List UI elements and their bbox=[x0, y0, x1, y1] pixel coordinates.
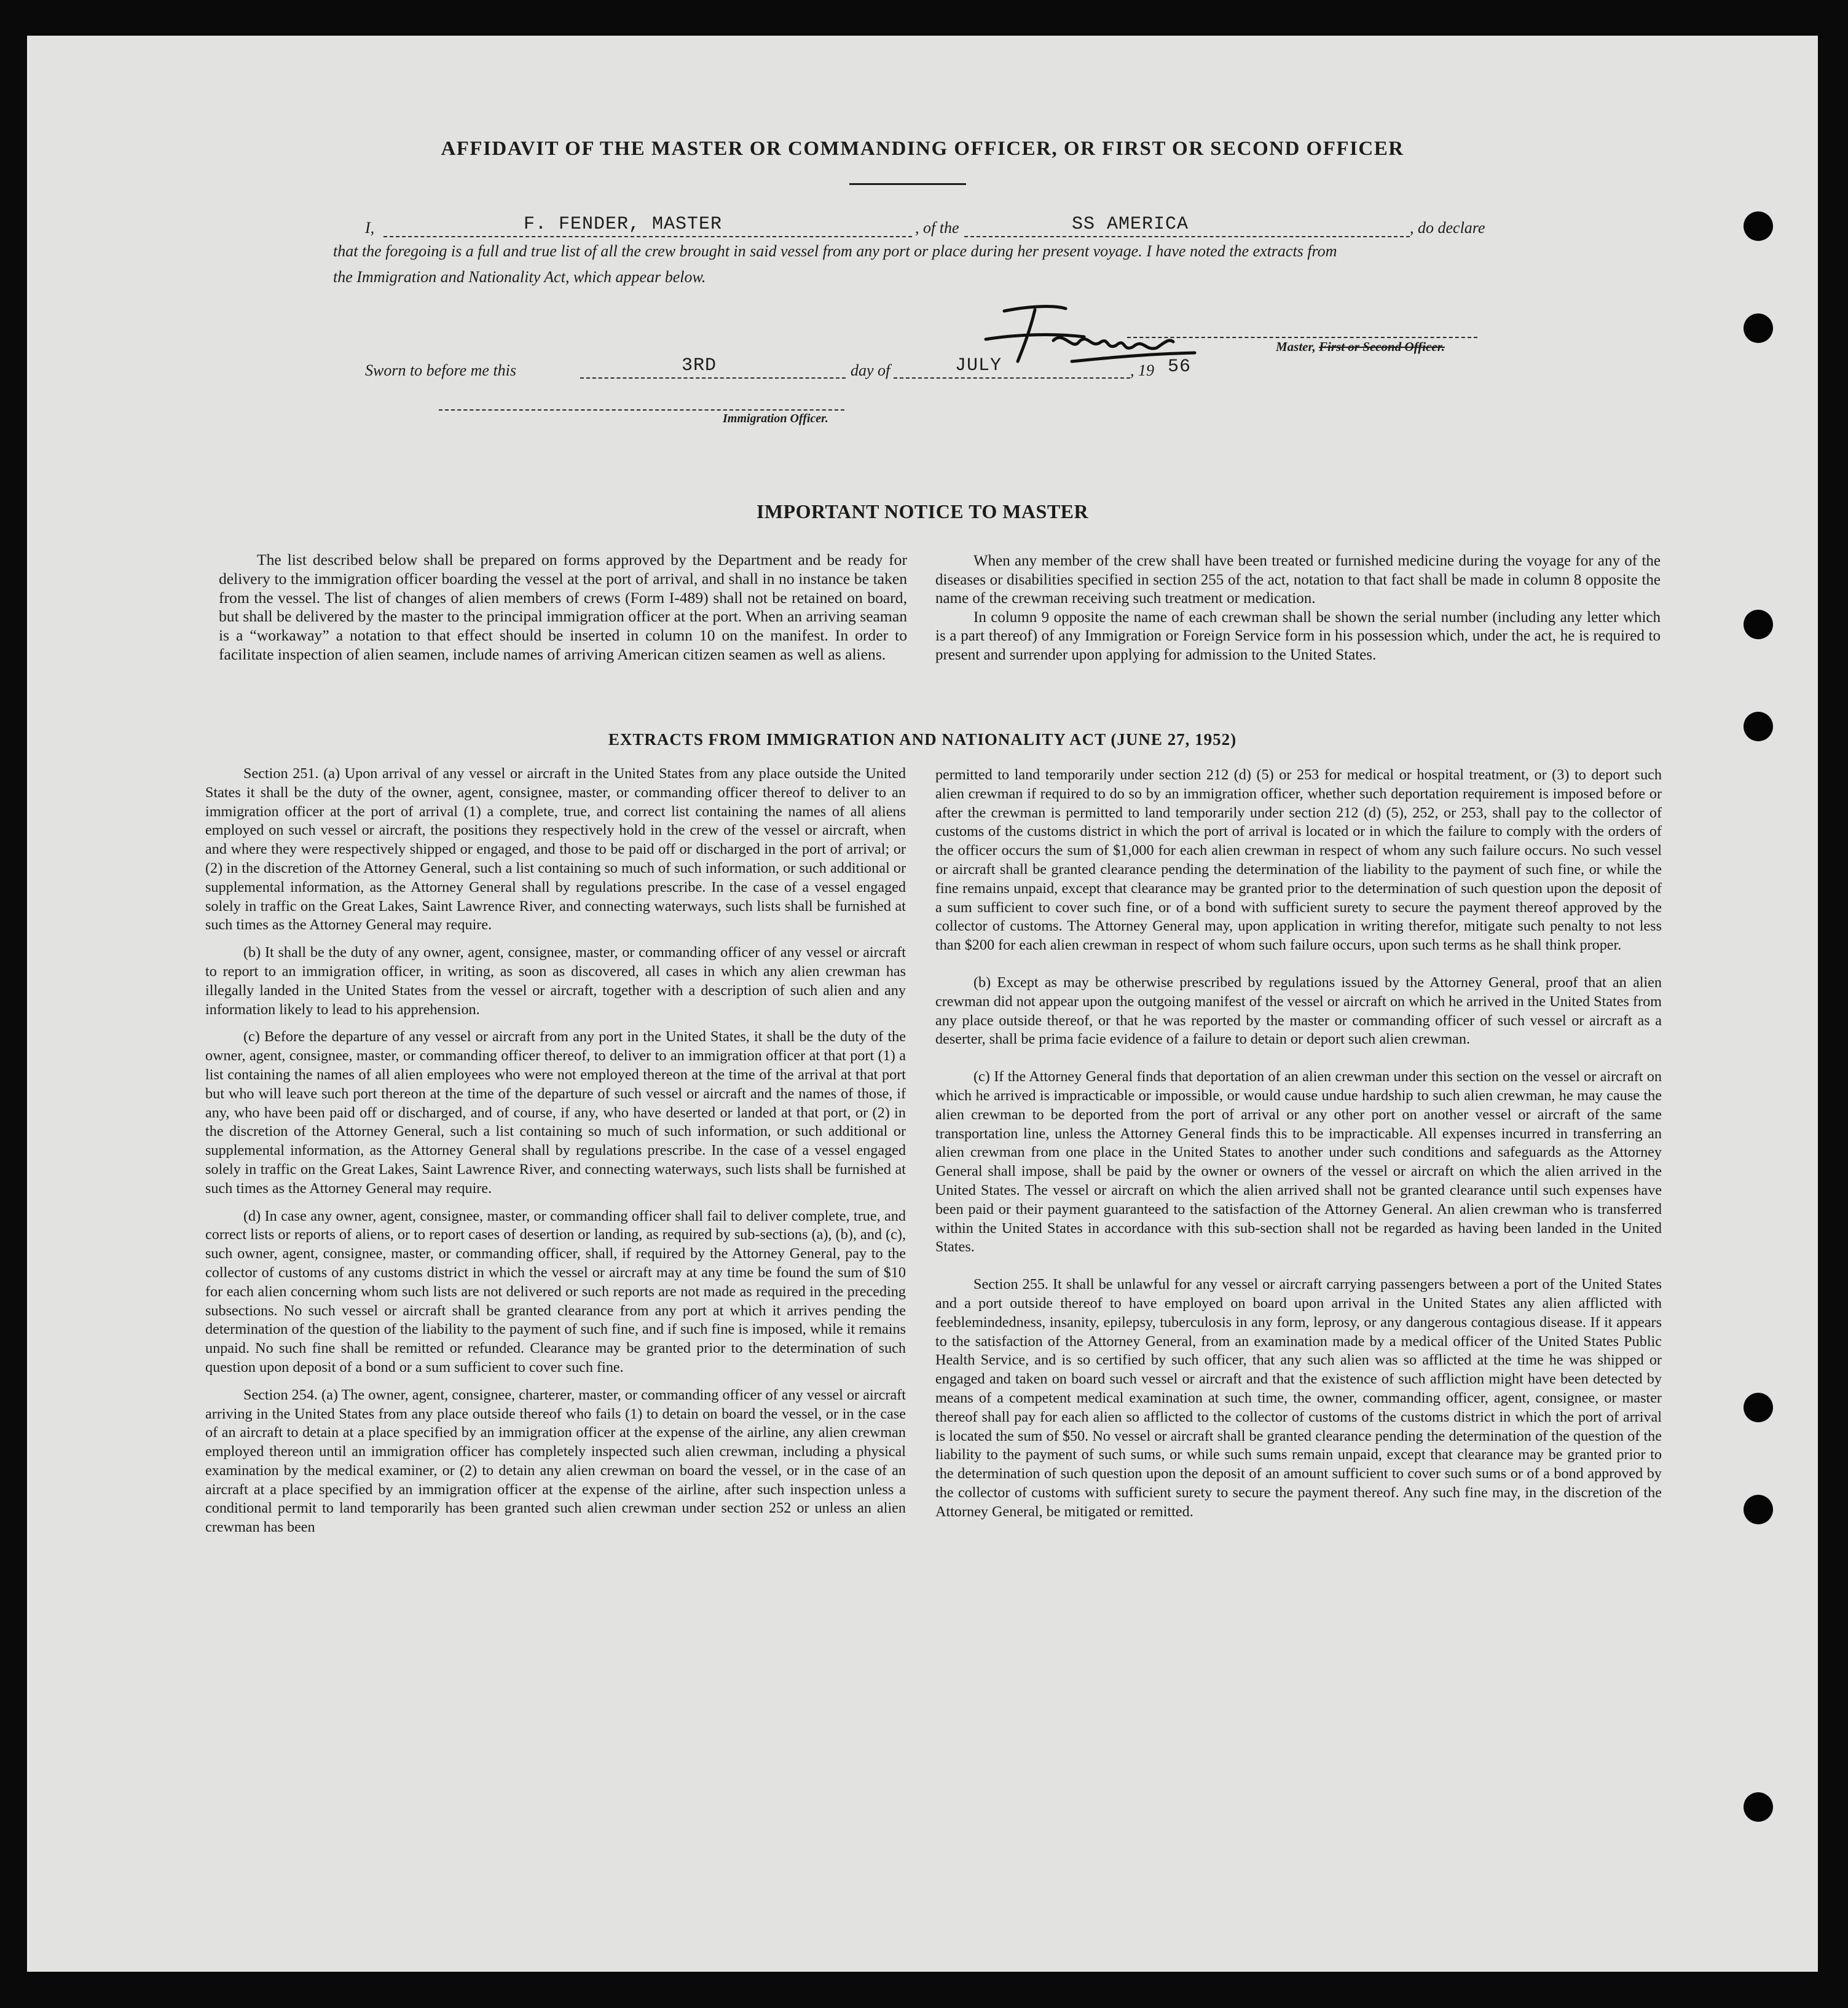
sworn-prefix: Sworn to before me this bbox=[365, 361, 517, 379]
i-prefix: I, bbox=[365, 219, 375, 237]
section-254-a: Section 254. (a) The owner, agent, consignee, charterer, master, or commanding officer of any vessel or aircraft arriving in the United States from any place outside thereof who fails (1) to detain on board the vessel, or in the case of an aircraft to detain at a place specified by an immigration officer at the expense of the airline, any alien crewman employed thereon until an immigration officer has completely inspected such alien crewman, including a physical examination by the medical examiner, or (2) to detain any alien crewman on board the vessel, or in the case of an aircraft at a place specified by an immigration officer at the expense of the airline, after such inspection unless a conditional permit to land temporarily has been granted such alien crewman under section 252 or unless an alien crewman has been bbox=[205, 1386, 906, 1536]
sworn-year: 56 bbox=[1168, 356, 1192, 377]
year-prefix: , 19 bbox=[1130, 361, 1154, 379]
day-of-text: day of bbox=[851, 361, 891, 379]
month-field bbox=[894, 355, 1130, 379]
extracts-left-column bbox=[205, 765, 906, 1537]
punch-hole bbox=[1744, 211, 1773, 241]
extracts-right-column bbox=[935, 766, 1662, 1521]
document-page bbox=[27, 36, 1818, 1972]
signature-label bbox=[1276, 339, 1445, 355]
affidavit-title: AFFIDAVIT OF THE MASTER OR COMMANDING OFFICER, OR FIRST OR SECOND OFFICER bbox=[441, 138, 1404, 160]
notice-title: IMPORTANT NOTICE TO MASTER bbox=[756, 500, 1089, 522]
declaration-line-1: that the foregoing is a full and true list of all the crew brought in said vessel from any port or place during her present voyage. I have noted the extracts from bbox=[333, 242, 1337, 260]
declarant-name: F. FENDER, MASTER bbox=[524, 214, 723, 235]
section-251-a: Section 251. (a) Upon arrival of any vessel or aircraft in the United States from any place outside the United States it shall be the duty of the owner, agent, consignee, master, or commanding officer thereof to deliver to an immigration officer at the port of arrival (1) a complete, true, and correct list containing the names of all aliens employed on such vessel or aircraft, the positions they respectively hold in the crew of the vessel or aircraft, when and where they were respectively shipped or engaged, and those to be paid off or discharged in the port of arrival; or (2) in the discretion of the Attorney General, such a list containing so much of such information, or such additional or supplemental information, as the Attorney General shall by regulations prescribe. In the case of a vessel engaged solely in traffic on the Great Lakes, Saint Lawrence River, and connecting waterways, such lists shall be furnished at such times as the Attorney General may require. bbox=[205, 765, 906, 934]
punch-hole bbox=[1744, 313, 1773, 343]
notice-left-column bbox=[219, 551, 907, 664]
section-251-b: (b) It shall be the duty of any owner, agent, consignee, master, or commanding officer of any vessel or aircraft to report to an immigration officer, in writing, as soon as discovered, all cases in which any alien crewman has illegally landed in the United States from the vessel or aircraft, together with a description of such alien and any information likely to lead to his apprehension. bbox=[205, 944, 906, 1018]
signature-label-master: Master, bbox=[1276, 339, 1316, 354]
sworn-line bbox=[365, 355, 1195, 382]
section-254-b: (b) Except as may be otherwise prescribed by regulations issued by the Attorney General, proof that an alien crewman did not appear upon the outgoing manifest of the vessel or aircraft on which he arrived in the United States from any place outside thereof, or that he was reported by the master or commanding officer of such vessel or aircraft as a deserter, shall be prima facie evidence of a failure to detain or deport such alien crewman. bbox=[935, 974, 1662, 1048]
signature-line bbox=[1127, 336, 1477, 338]
signature-label-struck: First or Second Officer. bbox=[1319, 339, 1445, 354]
notice-left-paragraph: The list described below shall be prepared on forms approved by the Department and be ready for delivery to the immigration officer boarding the vessel at the port of arrival, and shall in no instance be taken from the vessel. The list of changes of alien members of crews (Form I-489) shall not be retained on board, but shall be delivered by the master to the principal immigration officer at the port. When an arriving seaman is a “workaway” a notation to that effect should be inserted in column 10 on the manifest. In order to facilitate inspection of alien seamen, include names of arriving American citizen seamen as well as aliens. bbox=[219, 551, 907, 663]
section-255: Section 255. It shall be unlawful for any vessel or aircraft carrying passengers between a port of the United States and a port outside thereof to have employed on board upon arrival in the United States any alien afflicted with feeblemindedness, insanity, epilepsy, tuberculosis in any form, leprosy, or any dangerous contagious disease. If it appears to the satisfaction of the Attorney General, from an examination made by a medical officer of the United States Public Health Service, and is so certified by such officer, that any such alien was so afflicted at the time he was shipped or engaged and taken on board such vessel or aircraft and that the existence of such affliction might have been detected by means of a competent medical examination at such time, the owner, commanding officer, agent, consignee, or master thereof shall pay for each alien so afflicted to the collector of customs of the customs district in which the port of arrival is located the sum of $50. No vessel or aircraft shall be granted clearance pending the determination of the question of the liability to the payment of such sums, or while such sums remain unpaid, except that clearance may be granted prior to the determination of such question upon the deposit of an amount sufficient to cover such sums or of a bond approved by the collector of customs with sufficient surety to secure the payment thereof. Any such fine may, in the discretion of the Attorney General, be mitigated or remitted. bbox=[935, 1276, 1662, 1520]
section-251-c: (c) Before the departure of any vessel or aircraft from any port in the United States, it shall be the duty of the owner, agent, consignee, master, or commanding officer thereof, to deliver to an immigration officer at that port (1) a list containing the names of all alien employees who were not employed thereon at the time of the arrival at that port but who will leave such port thereon at the time of the departure of such vessel or aircraft and the names of those, if any, who have been paid off or discharged, and of course, if any, who have deserted or landed at that port, or (2) in the discretion of the Attorney General, such a list containing so much of such information, or such additional or supplemental information, as the Attorney General shall by regulations prescribe. In the case of a vessel engaged solely in traffic on the Great Lakes, Saint Lawrence River, and connecting waterways, such lists shall be furnished at such times as the Attorney General may require. bbox=[205, 1028, 906, 1197]
vessel-name: SS AMERICA bbox=[1072, 214, 1189, 235]
title-rule bbox=[849, 183, 966, 185]
notice-right-paragraph-1: When any member of the crew shall have been treated or furnished medicine during the voyage for any of the diseases or disabilities specified in section 255 of the act, notation to that fact shall be made in column 8 opposite the name of the crewman receiving such treatment or medication. bbox=[935, 553, 1661, 607]
punch-hole bbox=[1744, 1495, 1773, 1524]
punch-hole bbox=[1744, 1792, 1773, 1822]
do-declare-text: , do declare bbox=[1410, 219, 1485, 237]
sworn-day: 3RD bbox=[682, 355, 717, 376]
of-the-text: , of the bbox=[915, 219, 959, 237]
section-251-d: (d) In case any owner, agent, consignee, master, or commanding officer shall fail to deliver complete, true, and correct lists or reports of aliens, or to report cases of desertion or landing, as required by sub-sections (a), (b), and (c), such owner, agent, consignee, master, or commanding officer, shall, if required by the Attorney General, pay to the collector of customs of any customs district in which the vessel or aircraft may at any time be found the sum of $10 for each alien concerning whom such lists are not delivered or such reports are not made as required in the preceding subsections. No such vessel or aircraft shall be granted clearance from any port at which it arrives pending the determination of the question of the liability to the payment of such fine, and if such fine is imposed, while it remains unpaid. No such fine shall be remitted or refunded. Clearance may be granted prior to the determination of such question upon deposit of a bond or a sum sufficient to cover such fine. bbox=[205, 1207, 906, 1376]
notice-right-column bbox=[935, 552, 1661, 664]
immigration-officer-label: Immigration Officer. bbox=[723, 412, 828, 425]
punch-hole bbox=[1744, 610, 1773, 639]
punch-hole bbox=[1744, 712, 1773, 741]
punch-hole bbox=[1744, 1393, 1773, 1422]
section-254-a-continued: permitted to land temporarily under section 212 (d) (5) or 253 for medical or hospital treatment, or (3) to deport such alien crewman if required to do so by an immigration officer, whether such deportation requirement is imposed before or after the crewman is permitted to land temporarily under section 212 (d) (5), 252, or 253, shall pay to the collector of customs of the customs district in which the port of arrival is located or in which the failure to comply with the orders of the officer occurs the sum of $1,000 for each alien crewman in respect of whom any such failure occurs. No such vessel or aircraft shall be granted clearance pending the determination of the liability to the payment of such fine, or while the fine remains unpaid, except that clearance may be granted prior to the determination of such question upon the deposit of a sum sufficient to cover such fine, or of a bond with sufficient surety to secure the payment thereof approved by the collector of customs. The Attorney General may, upon application in writing therefor, mitigate such penalty to not less than $200 for each alien crewman in respect of whom such failure occurs, upon such terms as he shall think proper. bbox=[935, 766, 1662, 954]
notice-right-paragraph-2: In column 9 opposite the name of each crewman shall be shown the serial number (including any letter which is a part thereof) of any Immigration or Foreign Service form in his possession which, under the act, he is required to present and surrender upon applying for admission to the United States. bbox=[935, 608, 1661, 663]
section-254-c: (c) If the Attorney General finds that deportation of an alien crewman under this section on the vessel or aircraft on which he arrived is impracticable or impossible, or would cause undue hardship to such alien crewman, he may cause the alien crewman to be deported from the port of arrival or any other port on another vessel or aircraft of the same transportation line, unless the Attorney General finds this to be impracticable. All expenses incurred in transferring an alien crewman from one place in the United States to another under such conditions and safeguards as the Attorney General shall impose, shall be paid by the owner or owners of the vessel or aircraft on which the alien arrived in the United States. The vessel or aircraft on which the alien arrived shall not be granted clearance until such expenses have been paid or their payment guaranteed to the satisfaction of the Attorney General. An alien crewman who is transferred within the United States in accordance with this sub-section shall not be regarded as having been landed in the United States. bbox=[935, 1068, 1662, 1256]
immigration-officer-line bbox=[439, 408, 844, 411]
sworn-month: JULY bbox=[955, 355, 1002, 376]
extracts-title: EXTRACTS FROM IMMIGRATION AND NATIONALITY ACT (JUNE 27, 1952) bbox=[608, 730, 1237, 749]
declarant-line bbox=[365, 214, 1514, 241]
declaration-line-2: the Immigration and Nationality Act, which appear below. bbox=[333, 268, 706, 286]
